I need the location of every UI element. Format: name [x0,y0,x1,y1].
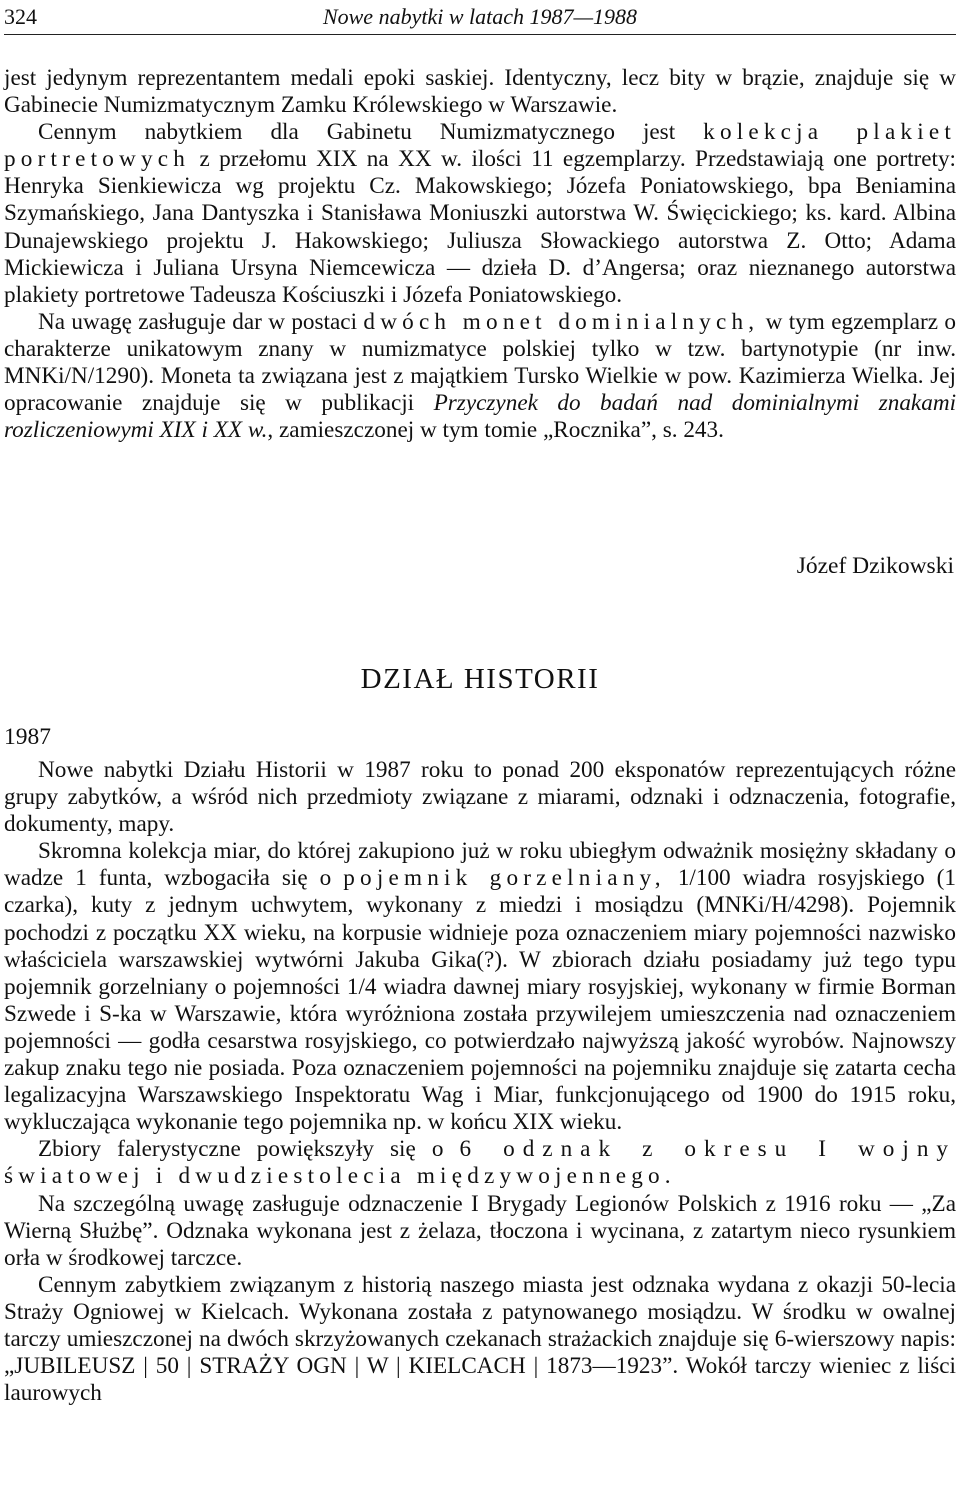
numismatics-text [4,65,956,444]
paragraph [4,309,956,444]
spaced-emphasis: światowej i dwudziestolecia międzywojennego. [4,1163,676,1190]
paragraph [4,119,956,309]
paragraph [4,838,956,1136]
paragraph: jest jedynym reprezentantem medali epoki saskiej. Identyczny, lecz bity w brązie, znajduje się w Gabinecie Numizmatycznym Zamku Królewskiego w Warszawie. [4,65,956,119]
paragraph [4,1136,956,1190]
text-run: Zbiory falerystyczne powiększyły się o [38,1136,444,1163]
paragraph: Nowe nabytki Działu Historii w 1987 roku to ponad 200 eksponatów reprezentujących różne grupy zabytków, a wśród nich przedmioty związane z miarami, odznaki i odznaczenia, fotografie, dokumenty, mapy. [4,757,956,838]
text-run: w tym egzemplarz o charakterze unikatowym znany w numizmatyce polskiej tylko w tzw. bartynotypie (nr inw. MNKi/N/1290). Moneta ta związana jest z majątkiem Tursko Wielkie w pow. Kazimierza Wielka. Jej opracowanie znajduje się w publikacji [4,308,957,417]
text-run: Na uwagę zasługuje dar w postaci [38,308,358,335]
section-heading: DZIAŁ HISTORII [360,663,600,695]
author-signature: Józef Dzikowski [796,553,954,579]
running-head: Nowe nabytki w latach 1987—1988 [322,4,638,29]
page-number: 324 [4,4,37,29]
publication-title: Przyczynek do badań nad dominialnymi znakami rozliczeniowymi XIX i XX w. [4,390,957,444]
page-header [4,0,956,35]
spaced-emphasis: dwóch monet dominialnych, [363,308,760,335]
text-run: , zamieszczonej w tym tomie „Rocznika”, s. 243. [267,417,724,444]
spaced-emphasis: kolekcja plakiet portretowych [4,119,957,173]
paragraph: Na szczególną uwagę zasługuje odznaczenie I Brygady Legionów Polskich z 1916 roku — „Za Wierną Służbę”. Odznaka wykonana jest z żelaza, tłoczona i wycinana, z zatartym nieco rysunkiem orła w środkowej tarczce. [4,1190,956,1271]
text-run: 1/100 wiadra rosyjskiego (1 czarka), kuty z jednym uchwytem, wykonany z miedzi i mosiądzu (MNKi/H/4298). Pojemnik pochodzi z początku XX wieku, na korpusie widnieje poza oznaczeniem miary pojemności nazwisko właściciela warszawskiej wytwórni Jakuba Gika(?). W zbiorach działu posiadamy już tego typu pojemnik gorzelniany o pojemności 1/4 wiadra dawnej miary rosyjskiej, wykonany w firmie Borman Szwede i S-ka w Warszawie, która wyróżniona została przywilejem umieszczenia nad oznaczeniem pojemności — godła cesarstwa rosyjskiego, co potwierdzało najwyższą jakość wyrobów. Najnowszy zakup znaku tego nie posiada. Poza oznaczeniem pojemności na pojemniku znajduje się zatarta cecha legalizacyjna Warszawskiego Inspektoratu Wag i Miar, funkcjonującego od 1900 do 1915 roku, wykluczająca wykonanie tego pojemnika np. w końcu XIX wieku. [4,865,956,1136]
spaced-emphasis: pojemnik gorzelniany, [343,865,666,892]
text-run: Cennym nabytkiem dla Gabinetu Numizmatycznego jest [38,119,676,146]
text-run: z przełomu XIX na XX w. ilości 11 egzemplarzy. Przedstawiają one portrety: Henryka Sienkiewicza wg projektu Cz. Makowskiego; Józefa Poniatowskiego, bpa Beniamina Szymańskiego, Jana Dantyszka i Stanisława Moniuszki autorstwa W. Święcickiego; ks. kard. Albina Dunajewskiego projektu J. Hakowskiego; Juliusza Słowackiego autorstwa Z. Otto; Adama Mickiewicza i Juliana Ursyna Niemcewicza — dzieła D. d’Angersa; oraz nieznanego autorstwa plakiety portretowe Tadeusza Kościuszki i Józefa Poniatowskiego. [4,146,956,308]
history-text [4,757,956,1407]
spaced-emphasis: 6 odznak z okresu I wojny [459,1136,957,1163]
year-label: 1987 [4,724,51,750]
text-run: Skromna kolekcja miar, do której zakupiono już w roku ubiegłym odważnik mosiężny składany o wadze 1 funta, wzbogaciła się o [4,838,956,892]
paragraph: Cennym zabytkiem związanym z historią naszego miasta jest odznaka wydana z okazji 50-lecia Straży Ogniowej w Kielcach. Wykonana została z patynowanego mosiądzu. W środku w owalnej tarczy umieszczonej na dwóch skrzyżowanych czekanach strażackich znajduje się 6-wierszowy napis: „JUBILEUSZ | 50 | STRAŻY OGN | W | KIELCACH | 1873—1923”. Wokół tarczy wieniec z liści laurowych [4,1271,956,1407]
document-page [4,0,957,1407]
